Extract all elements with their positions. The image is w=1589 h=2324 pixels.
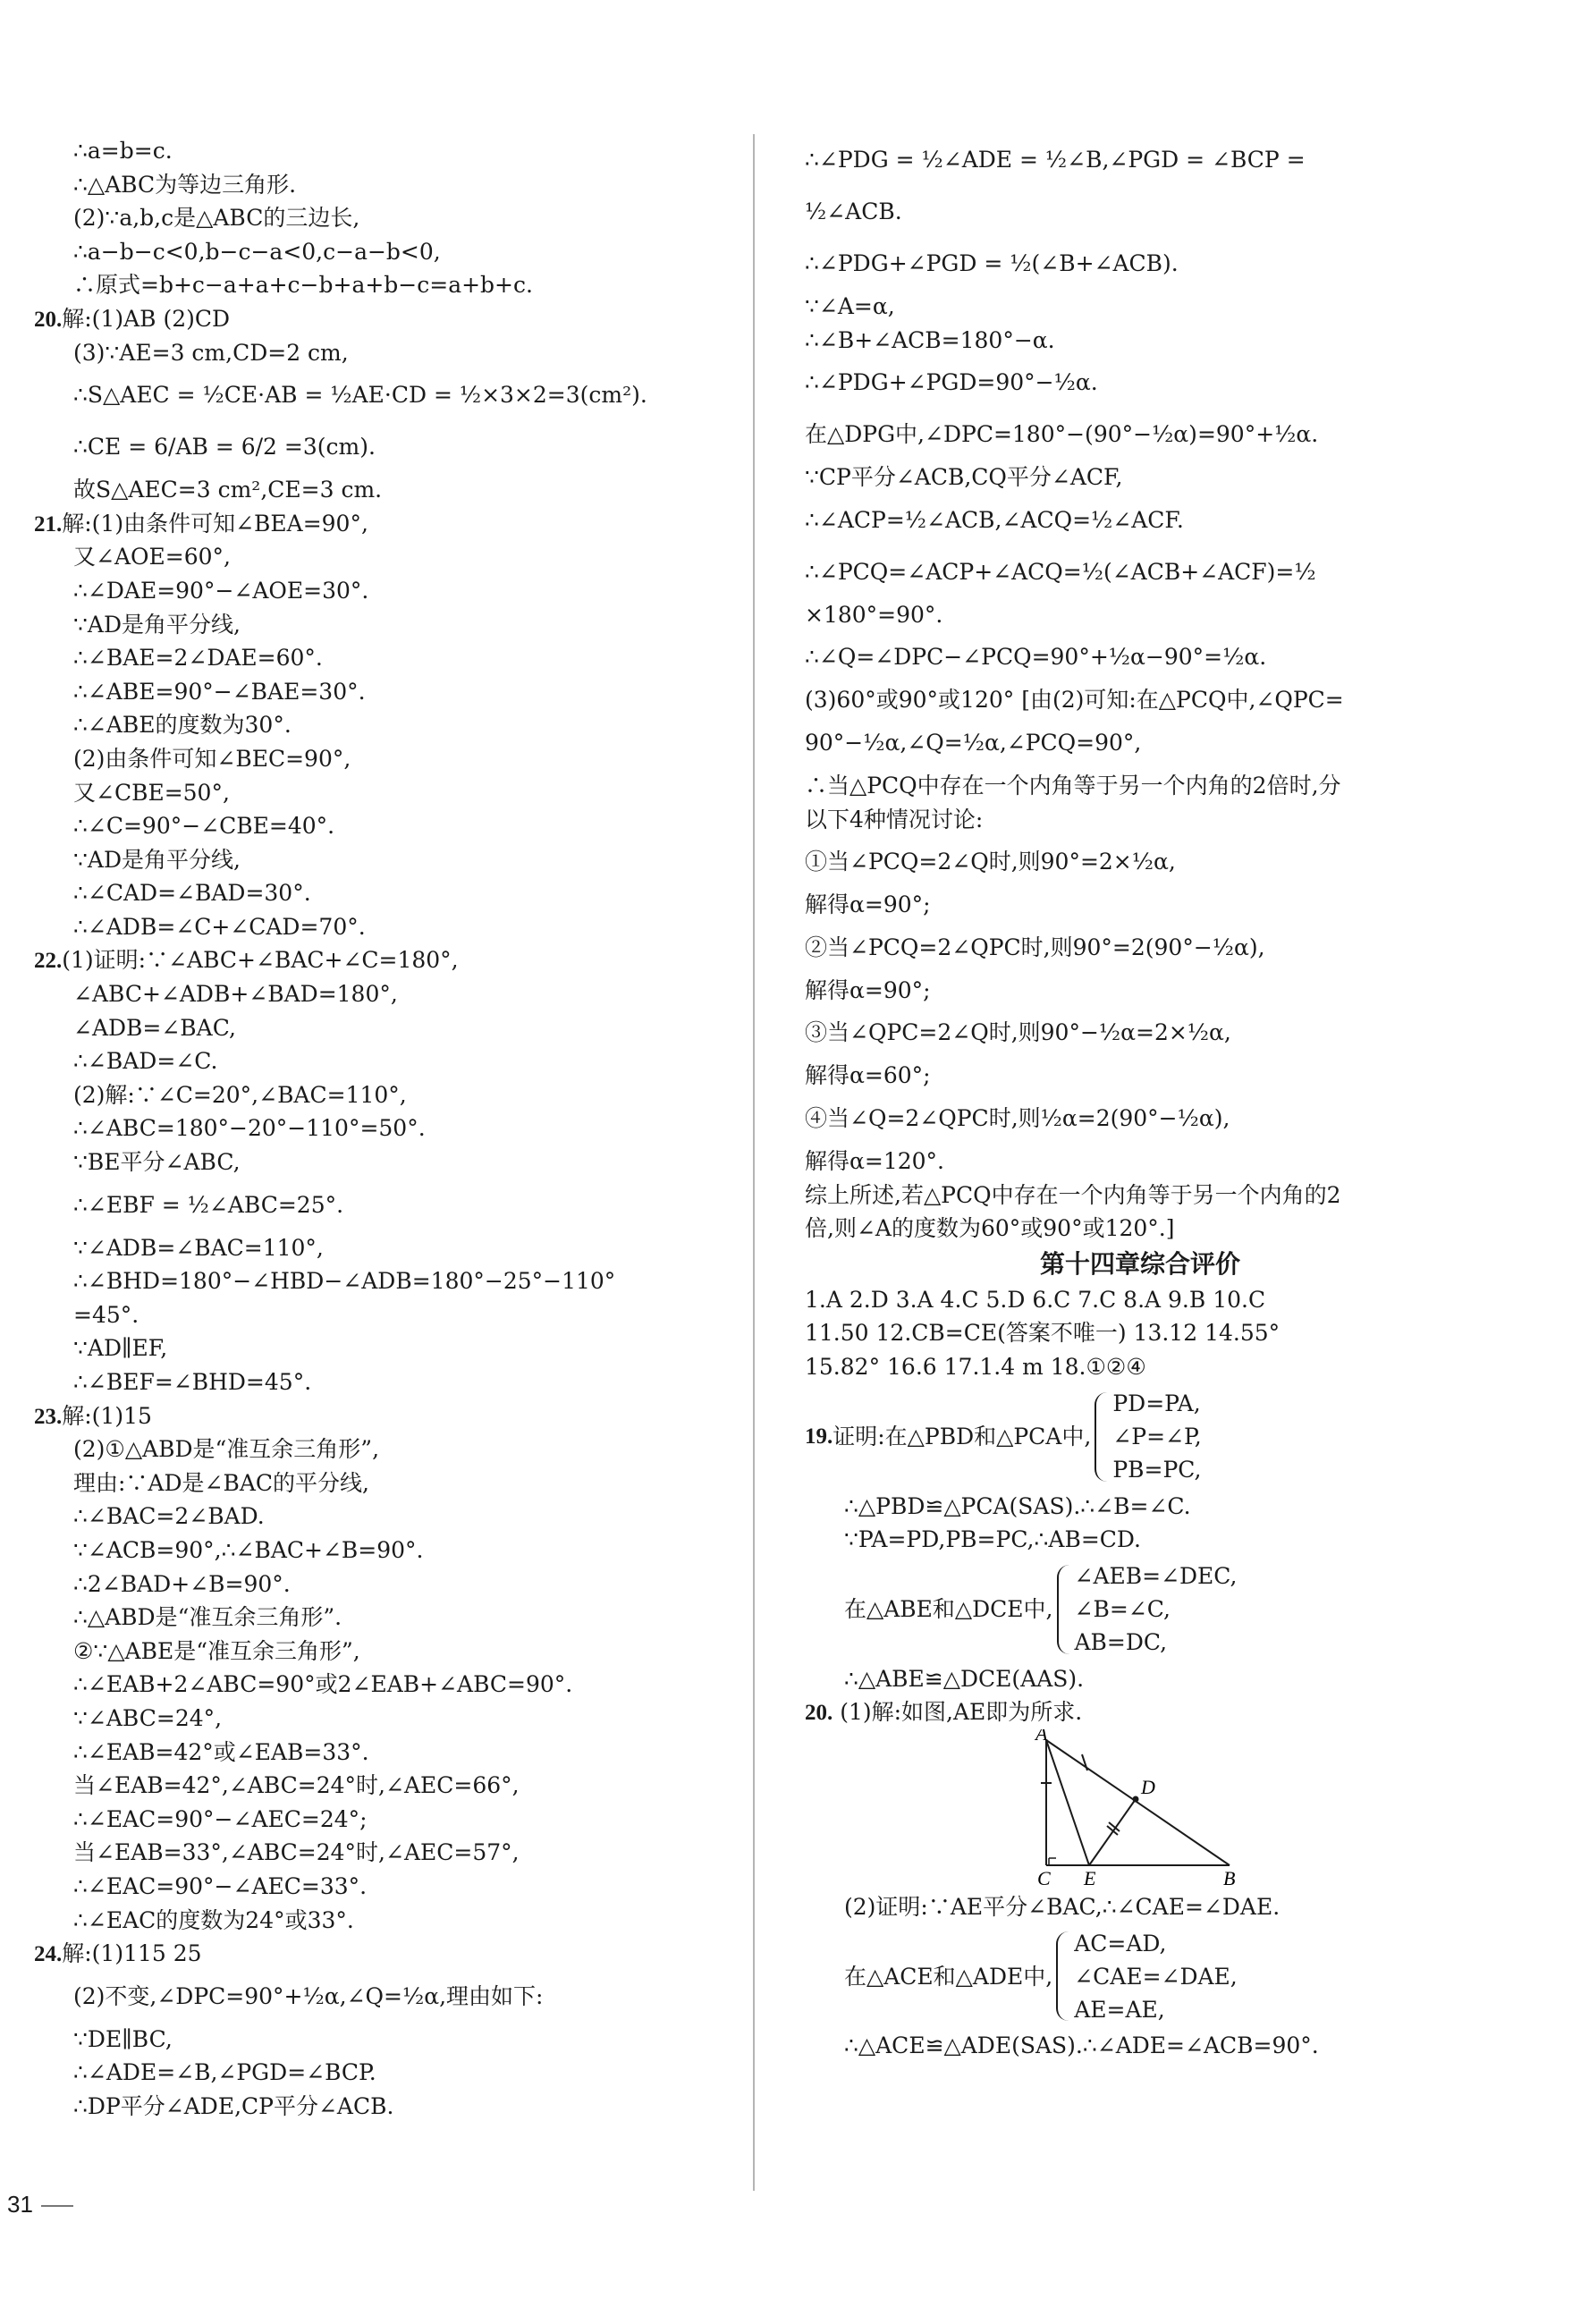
line-text: 解得α=90°;	[805, 976, 931, 1003]
text-line	[34, 1904, 740, 1938]
text-line	[34, 2023, 740, 2057]
line-text: ∠ABC+∠ADB+∠BAD=180°,	[73, 981, 398, 1008]
text-line	[34, 1702, 740, 1736]
text-line	[34, 1803, 740, 1837]
text-line	[34, 1534, 740, 1568]
right-column	[805, 134, 1475, 2063]
line-text: ∴2∠BAD+∠B=90°.	[73, 1570, 291, 1597]
text-line	[805, 290, 1475, 324]
line-text: ∵∠ADB=∠BAC=110°,	[73, 1234, 324, 1261]
line-text: ∴∠BEF=∠BHD=45°.	[73, 1369, 312, 1395]
text-line	[34, 1331, 740, 1365]
text-line	[34, 540, 740, 574]
text-line	[34, 742, 740, 776]
line-text: ①当∠PCQ=2∠Q时,则90°=2×½α,	[805, 849, 1176, 875]
text-line	[805, 409, 1475, 461]
text-line	[805, 598, 1475, 632]
text-line	[34, 2056, 740, 2090]
text-line	[34, 1078, 740, 1112]
line-text: ∴CE = 6/AB = 6/2 =3(cm).	[73, 434, 376, 461]
line-text: ∴∠EBF = ½∠ABC=25°.	[73, 1191, 344, 1218]
line-text: ∴∠CAD=∠BAD=30°.	[73, 880, 311, 907]
question-19	[805, 1384, 1475, 1696]
line-text: ∴∠EAB+2∠ABC=90°或2∠EAB+∠ABC=90°.	[73, 1671, 573, 1698]
line-text: ∴∠EAB=42°或∠EAB=33°.	[73, 1738, 369, 1765]
line-text: ③当∠QPC=2∠Q时,则90°−½α=2×½α,	[805, 1019, 1231, 1046]
question-number: 24.	[34, 1942, 63, 1967]
text-line	[34, 1971, 740, 2023]
answer-row-2: 11.50 12.CB=CE(答案不唯一) 13.12 14.55°	[805, 1320, 1280, 1347]
text-line	[805, 631, 1475, 683]
statement-lead: 在△ABE和△DCE中,	[844, 1595, 1053, 1622]
line-text: (3)60°或90°或120° [由(2)可知:在△PCQ中,∠QPC=	[805, 687, 1344, 714]
question-number: 20.	[805, 1701, 833, 1726]
condition: AE=AE,	[1074, 1996, 1165, 2023]
line-text: 又∠CBE=50°,	[73, 779, 230, 806]
line-text: 解得α=90°;	[805, 892, 931, 918]
text-line	[34, 1145, 740, 1179]
condition: AB=DC,	[1074, 1629, 1168, 1656]
question-20	[805, 1695, 1475, 2063]
line-text: ∴DP平分∠ADE,CP平分∠ACB.	[73, 2092, 394, 2119]
text-line	[34, 843, 740, 877]
text-line	[805, 683, 1475, 717]
text-line	[34, 641, 740, 675]
text-line	[805, 836, 1475, 888]
line-text: ∵AD∥EF,	[73, 1335, 168, 1362]
line-text: (2)由条件可知∠BEC=90°,	[73, 745, 351, 772]
line-text: ∴∠BHD=180°−∠HBD−∠ADB=180°−25°−110°	[73, 1268, 616, 1295]
triangle-figure	[805, 1729, 1475, 1890]
text-line	[34, 1432, 740, 1466]
line-text: ∴∠C=90°−∠CBE=40°.	[73, 813, 335, 840]
line-text: 故S△AEC=3 cm²,CE=3 cm.	[73, 477, 383, 503]
line-text: 解:(1)由条件可知∠BEA=90°,	[62, 510, 368, 537]
text-line	[34, 1365, 740, 1399]
text-line	[34, 977, 740, 1011]
text-line	[34, 1298, 740, 1332]
text-line	[34, 1111, 740, 1145]
answer-key	[805, 1283, 1475, 1384]
line-text: 解得α=120°.	[805, 1147, 944, 1174]
question-number: 19.	[805, 1424, 833, 1449]
vertex-label: E	[1084, 1866, 1096, 1889]
line-text: ∴原式=b+c−a+a+c−b+a+b−c=a+b+c.	[73, 272, 533, 299]
line-text: ∴∠BAD=∠C.	[73, 1048, 218, 1075]
line-text: 解:(1)115 25	[62, 1940, 202, 1967]
text-line	[805, 134, 1475, 186]
line-text: 又∠AOE=60°,	[73, 544, 231, 570]
line-text: ∵BE平分∠ABC,	[73, 1149, 241, 1176]
text-line: (2)证明:∵AE平分∠BAC,∴∠CAE=∠DAE.	[844, 1893, 1280, 1920]
line-text: ∵AD是角平分线,	[73, 846, 241, 873]
line-text: ∵AD是角平分线,	[73, 611, 241, 638]
text-line	[34, 336, 740, 370]
line-text: ∴∠ADB=∠C+∠CAD=70°.	[73, 913, 366, 940]
text-line	[34, 1179, 740, 1231]
triangle-diagram	[1010, 1729, 1279, 1890]
question-number: 21.	[34, 511, 63, 537]
text-line	[34, 1870, 740, 1904]
text-line: (1)解:如图,AE即为所求.	[840, 1699, 1083, 1726]
line-text: 解得α=60°;	[805, 1062, 931, 1089]
text-line	[805, 186, 1475, 238]
text-line: ∴△PBD≌△PCA(SAS).∴∠B=∠C.	[844, 1492, 1191, 1519]
text-line	[805, 769, 1475, 803]
text-line	[805, 324, 1475, 358]
line-text: ∴a−b−c<0,b−c−a<0,c−a−b<0,	[73, 238, 441, 265]
line-text: 理由:∵AD是∠BAC的平分线,	[73, 1469, 369, 1496]
line-text: ∴∠PDG+∠PGD = ½(∠B+∠ACB).	[805, 250, 1179, 276]
text-line	[805, 357, 1475, 409]
text-line: ∴△ACE≌△ADE(SAS).∴∠ADE=∠ACB=90°.	[844, 2032, 1319, 2059]
text-line	[34, 776, 740, 810]
text-line	[805, 461, 1475, 494]
text-line	[34, 2090, 740, 2124]
text-line	[34, 1769, 740, 1803]
line-text: 倍,则∠A的度数为60°或90°或120°.]	[805, 1215, 1175, 1242]
line-text: =45°.	[73, 1301, 139, 1328]
text-line	[805, 717, 1475, 769]
line-text: (2)不变,∠DPC=90°+½α,∠Q=½α,理由如下:	[73, 1982, 544, 2009]
text-line	[34, 1011, 740, 1045]
line-text: ∵DE∥BC,	[73, 2025, 173, 2052]
condition-list	[1074, 1927, 1238, 2026]
text-line	[34, 1500, 740, 1534]
condition: PB=PC,	[1112, 1457, 1202, 1483]
text-line	[34, 876, 740, 910]
vertex-label: B	[1223, 1866, 1236, 1889]
text-line	[805, 1179, 1475, 1213]
text-line	[805, 1093, 1475, 1145]
footer-rule	[41, 2205, 73, 2207]
text-line	[34, 201, 740, 235]
text-line	[34, 369, 740, 421]
line-text: ½∠ACB.	[805, 199, 902, 224]
chapter-heading: 第十四章综合评价	[1039, 1248, 1240, 1279]
line-text: ∴a=b=c.	[73, 138, 173, 164]
text-line	[34, 809, 740, 843]
text-line	[34, 421, 740, 473]
question-number: 20.	[34, 307, 63, 332]
line-text: 以下4种情况讨论:	[805, 806, 984, 832]
line-text: ∴△ABD是“准互余三角形”.	[73, 1604, 342, 1631]
line-text: 当∠EAB=33°,∠ABC=24°时,∠AEC=57°,	[73, 1839, 520, 1866]
text-line	[34, 302, 740, 336]
brace-symbol	[1057, 1565, 1069, 1654]
vertex-label: C	[1037, 1866, 1051, 1889]
text-line	[805, 494, 1475, 546]
line-text: 在△DPG中,∠DPC=180°−(90°−½α)=90°+½α.	[805, 421, 1319, 448]
line-text: ∵CP平分∠ACB,CQ平分∠ACF,	[805, 464, 1123, 491]
text-line	[805, 888, 1475, 922]
line-text: 当∠EAB=42°,∠ABC=24°时,∠AEC=66°,	[73, 1772, 520, 1799]
brace-symbol	[1056, 1931, 1069, 2021]
condition: AC=AD,	[1074, 1930, 1167, 1956]
text-line	[34, 134, 740, 168]
line-text: ∵∠ACB=90°,∴∠BAC+∠B=90°.	[73, 1536, 424, 1563]
line-text: ④当∠Q=2∠QPC时,则½α=2(90°−½α),	[805, 1104, 1230, 1131]
text-line	[34, 1668, 740, 1702]
vertex-label: D	[1141, 1775, 1155, 1798]
condition-list	[1112, 1387, 1201, 1486]
condition-list	[1075, 1559, 1238, 1659]
line-text: ∴∠B+∠ACB=180°−α.	[805, 326, 1055, 353]
line-text: ∴∠DAE=90°−∠AOE=30°.	[73, 577, 369, 604]
condition: ∠P=∠P,	[1112, 1424, 1202, 1449]
line-text: 解:(1)15	[62, 1402, 152, 1429]
line-text: (2)解:∵∠C=20°,∠BAC=110°,	[73, 1081, 407, 1108]
line-text: ∴△ABC为等边三角形.	[73, 171, 297, 198]
text-line	[34, 675, 740, 709]
right-column-lines	[805, 134, 1475, 1246]
condition: ∠B=∠C,	[1074, 1596, 1171, 1623]
text-line	[805, 1007, 1475, 1059]
text-line	[34, 1736, 740, 1770]
line-text: ∴∠PCQ=∠ACP+∠ACQ=½(∠ACB+∠ACF)=½	[805, 558, 1316, 585]
line-text: ∴∠PDG = ½∠ADE = ½∠B,∠PGD = ∠BCP =	[805, 147, 1306, 173]
text-line	[34, 1231, 740, 1265]
text-line	[34, 943, 740, 977]
statement-lead: 在△ACE和△ADE中,	[844, 1963, 1053, 1990]
text-line	[805, 546, 1475, 598]
brace-symbol	[1095, 1392, 1107, 1482]
page-number: 31	[7, 2191, 33, 2218]
line-text: 90°−½α,∠Q=½α,∠PCQ=90°,	[805, 729, 1142, 756]
line-text: ②∵△ABE是“准互余三角形”,	[73, 1637, 360, 1664]
text-line	[34, 1568, 740, 1601]
line-text: ∴∠Q=∠DPC−∠PCQ=90°+½α−90°=½α.	[805, 644, 1267, 671]
text-line	[805, 1212, 1475, 1246]
condition: ∠AEB=∠DEC,	[1074, 1563, 1238, 1590]
text-line	[805, 1145, 1475, 1179]
line-text: (2)①△ABD是“准互余三角形”,	[73, 1436, 380, 1463]
line-text: ∴∠ABE的度数为30°.	[73, 712, 292, 739]
line-text: ∵∠A=α,	[805, 293, 895, 319]
line-text: ∴∠ACP=½∠ACB,∠ACQ=½∠ACF.	[805, 506, 1184, 533]
text-line	[34, 168, 740, 202]
line-text: (1)证明:∵∠ABC+∠BAC+∠C=180°,	[62, 947, 459, 974]
left-column	[34, 134, 740, 2123]
line-text: ∴∠ADE=∠B,∠PGD=∠BCP.	[73, 2059, 376, 2086]
answer-row-3: 15.82° 16.6 17.1.4 m 18.①②④	[805, 1353, 1146, 1380]
condition: PD=PA,	[1112, 1390, 1201, 1416]
text-line	[34, 608, 740, 642]
text-line	[34, 268, 740, 302]
vertex-label: A	[1035, 1728, 1048, 1745]
line-text: ∴S△AEC = ½CE·AB = ½AE·CD = ½×3×2=3(cm²).	[73, 382, 647, 409]
column-divider	[753, 134, 755, 2191]
text-line: ∵PA=PD,PB=PC,∴AB=CD.	[844, 1526, 1142, 1553]
text-line	[805, 922, 1475, 974]
text-line	[34, 910, 740, 944]
line-text: ∴∠BAC=2∠BAD.	[73, 1503, 265, 1530]
statement-lead: 证明:在△PBD和△PCA中,	[833, 1423, 1092, 1449]
text-line	[34, 507, 740, 541]
text-line	[34, 473, 740, 507]
line-text: ∴∠EAC=90°−∠AEC=33°.	[73, 1872, 368, 1899]
text-line	[805, 1059, 1475, 1093]
line-text: ∴∠ABE=90°−∠BAE=30°.	[73, 678, 366, 705]
text-line	[805, 974, 1475, 1008]
text-line	[34, 1601, 740, 1635]
line-text: ∴∠EAC=90°−∠AEC=24°;	[73, 1805, 368, 1832]
text-line	[34, 708, 740, 742]
line-text: ②当∠PCQ=2∠QPC时,则90°=2(90°−½α),	[805, 934, 1265, 960]
line-text: ∴当△PCQ中存在一个内角等于另一个内角的2倍时,分	[805, 772, 1341, 799]
condition: ∠CAE=∠DAE,	[1074, 1963, 1238, 1990]
line-text: 综上所述,若△PCQ中存在一个内角等于另一个内角的2	[805, 1181, 1341, 1208]
line-text: 解:(1)AB (2)CD	[62, 305, 231, 332]
text-line: ∴△ABE≌△DCE(AAS).	[844, 1665, 1085, 1692]
text-line	[34, 1264, 740, 1298]
text-line	[805, 238, 1475, 290]
line-text: ∵∠ABC=24°,	[73, 1704, 223, 1731]
question-number: 22.	[34, 949, 63, 974]
text-line	[34, 1937, 740, 1971]
answer-row-1: 1.A 2.D 3.A 4.C 5.D 6.C 7.C 8.A 9.B 10.C	[805, 1286, 1266, 1313]
text-line	[34, 1399, 740, 1433]
line-text: ∴∠PDG+∠PGD=90°−½α.	[805, 369, 1098, 396]
text-line	[805, 803, 1475, 837]
line-text: ×180°=90°.	[805, 601, 943, 628]
line-text: ∴∠EAC的度数为24°或33°.	[73, 1906, 354, 1933]
text-line	[34, 1836, 740, 1870]
text-line	[34, 235, 740, 269]
text-line	[34, 1635, 740, 1669]
line-text: (3)∵AE=3 cm,CD=2 cm,	[73, 339, 349, 366]
text-line	[34, 574, 740, 608]
text-line	[34, 1466, 740, 1500]
line-text: ∠ADB=∠BAC,	[73, 1014, 236, 1041]
line-text: ∴∠BAE=2∠DAE=60°.	[73, 645, 323, 672]
line-text: (2)∵a,b,c是△ABC的三边长,	[73, 205, 360, 232]
question-number: 23.	[34, 1404, 63, 1429]
line-text: ∴∠ABC=180°−20°−110°=50°.	[73, 1115, 426, 1142]
text-line	[34, 1044, 740, 1078]
